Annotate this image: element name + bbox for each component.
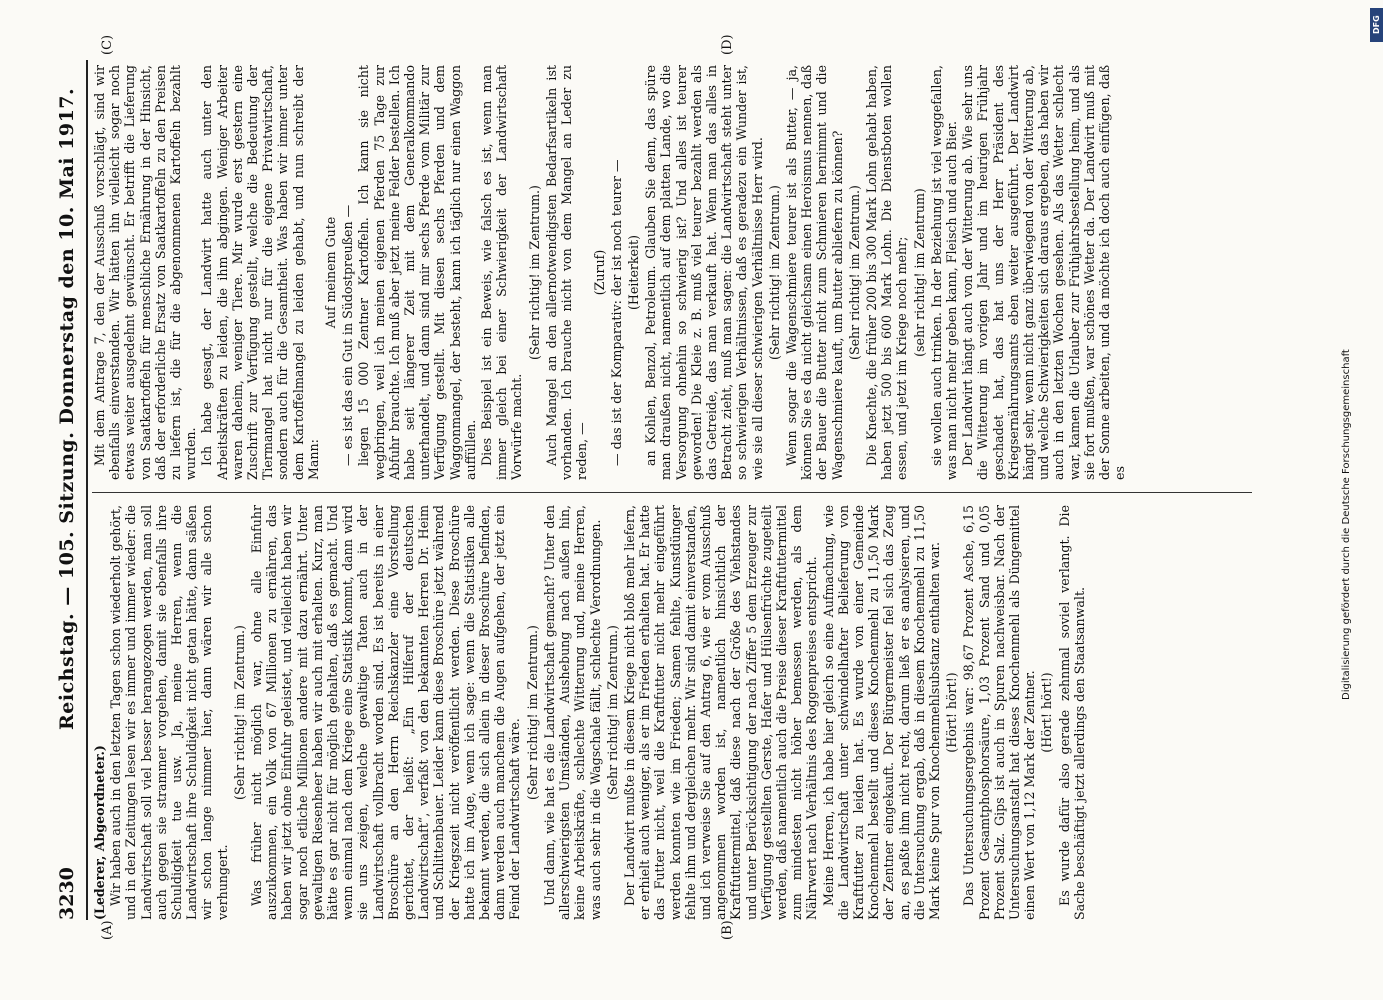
paragraph: Auch Mangel an den allernotwendigsten Bedarfsartikeln ist vorhanden. Ich brauche nicht von dem Mangel an Leder zu reden, — [543, 65, 590, 480]
paragraph: Dies Beispiel ist ein Beweis, wie falsch es ist, wenn man immer gleich bei einer Schwierigkeit der Landwirtschaft Vorwürfe macht. [479, 65, 525, 480]
paragraph: Mit dem Antrage 7, den der Ausschuß vorschlägt, sind wir ebenfalls einverstanden. Wir hätten ihn vielleicht sogar noch etwas weiter ausgedehnt gewünscht. Er betrifft die Lieferung von Saatkartoffeln für menschliche Ernährung in der Hinsicht, daß der erforderliche Ersatz von Saatkartoffeln zu den Preisen zu liefern ist, die für die abgenommenen Kartoffeln bezahlt wurden. [92, 65, 199, 480]
paragraph: Es wurde dafür also gerade zehnmal soviel verlangt. Die Sache beschäftigt jetzt allerdings den Staatsanwalt. [1056, 505, 1087, 920]
interjection: (Zuruf) [591, 249, 607, 296]
paragraph: Meine Herren, ich habe hier gleich so eine Aufmachung, wie die Landwirtschaft unter schwindelhafter Belieferung von Kraftfutter zu leiden hat. Es wurde von einer Gemeinde Knochenmehl bestellt und dieses Knochenmehl zu 11,50 Mark der Zentner eingekauft. Der Bürgermeister fiel sich das Zeug an, es paßte ihm nicht recht, darum ließ er es analysieren, und die Untersuchung ergab, daß in diesem Knochenmehl zu 11,50 Mark keine Spur von Knochenmehlsubstanz enthalten war. [820, 505, 942, 920]
interjection: (Sehr richtig! im Zentrum.) [524, 625, 540, 800]
interjection: (Sehr richtig! im Zentrum.) [604, 625, 620, 800]
paragraph: sie wollen auch trinken. In der Beziehung ist viel weggefallen, was man nicht mehr geben kann, Fleisch und auch Bier. [928, 65, 959, 480]
paragraph: Ich habe gesagt, der Landwirt hatte auch unter den Arbeitskräften zu leiden, die ihm abgingen. Weniger Arbeiter waren daheim, weniger Tiere. Mir wurde erst gestern eine Zuschrift zur Verfügung gestellt, welche die Bedeutung der Tiermangel hat nicht nur für die eigene Privatwirtschaft, sondern auch für die Gesamtheit. Was haben wir immer unter dem Kartoffelmangel zu leiden gehabt, und nun schreibt der Mann: [199, 65, 321, 480]
speaker-name: (Lederer, Abgeordneter.) [92, 745, 107, 920]
interjection: (Sehr richtig! im Zentrum.) [526, 185, 542, 360]
paragraph: liegen 15 000 Zentner Kartoffeln. Ich kann sie nicht wegbringen, weil ich meinen eigenen Pferden 75 Tage zur Abfuhr brauchte. Ich muß aber jetzt meine Felder bestellen. Ich habe seit längerer Zeit mit dem Generalkommando unterhandelt, und dann sind mir sechs Pferde vom Militär zur Verfügung gestellt. Mit diesen sechs Pferden und dem Waggonmangel, der besteht, kann ich täglich nur einen Waggon auffüllen. [356, 65, 478, 480]
paragraph: Wenn sogar die Wagenschmiere teurer ist als Butter, — ja, können Sie es da nicht gleichsam einen Heroismus nennen, daß der Bauer die Butter nicht zum Schmieren hernimmt und die Wagenschmiere kauft, um Butter abliefern zu können? [783, 65, 845, 480]
paragraph: Und dann, wie hat es die Landwirtschaft gemacht? Unter den allerschwierigsten Umständen, Aushebung nach außen hin, keine Arbeitskräfte, schlechte Witterung und, meine Herren, was auch sehr in die Wagschale fällt, schlechte Verordnungen. [541, 505, 603, 920]
interjection: Auf meinem Gute [323, 216, 339, 329]
paragraph: Das Untersuchungsergebnis war: 98,67 Prozent Asche, 6,15 Prozent Gesamtphosphorsäure, 1,03 Prozent Sand und 0,05 Prozent Salz. Gips ist auch in Spuren nachweisbar. Nach der Untersuchungsanstalt hat dieses Knochenmehl als Düngemittel einen Wert von 1,12 Mark der Zentner. [961, 505, 1038, 920]
column-divider [92, 492, 1252, 493]
interjection: (Heiterkeit) [625, 235, 641, 310]
page-title: Reichstag. — 105. Sitzung. Donnerstag den 10. Mai 1917. [56, 87, 78, 730]
margin-marker-a: (A) [100, 920, 115, 940]
interjection: (Hört! hört!) [1039, 672, 1055, 753]
page-number: 3230 [56, 867, 78, 920]
left-column [92, 505, 1257, 920]
page-header [50, 60, 84, 920]
interjection: (Sehr richtig! im Zentrum.) [846, 185, 862, 360]
paragraph: Die Knechte, die früher 200 bis 300 Mark Lohn gehabt haben, haben jetzt 500 bis 600 Mark Lohn. Die Dienstboten wollen essen, und jetzt im Kriege noch mehr; [863, 65, 910, 480]
right-column [92, 65, 1257, 480]
margin-marker-c: (C) [100, 34, 115, 55]
paragraph: Der Landwirt mußte in diesem Kriege nicht bloß mehr liefern, er erhielt auch weniger, als er im Frieden erhalten hat. Er hatte das Futter nicht, weil die Kraftfutter nicht mehr eingeführt werden konnten wie im Frieden; Samen fehlte, Kunstdünger fehlte ihm und dergleichen mehr. Wir sind damit einverstanden, und ich verweise Sie auf den Antrag 6, wie er vom Ausschuß angenommen worden ist, namentlich hinsichtlich der Kraftfuttermittel, daß diese nach der Größe des Viehstandes und unter Berücksichtigung der nach Ziffer 5 dem Erzeuger zur Verfügung gestellten Gerste, Hafer und Hülsenfrüchte zugeteilt werden, daß namentlich auch die Preise dieser Kraftfuttermittel zum mindesten nicht höher bemessen werden, als dem Nährwert nach Verhältnis des Roggenpreises entspricht. [621, 505, 820, 920]
paragraph: Wir haben auch in den letzten Tagen schon wiederholt gehört, und in den Zeitungen lesen wir es immer und immer wieder: die Landwirtschaft soll viel besser herangezogen werden, man soll auch gegen sie strammer vorgehen, damit sie ebenfalls ihre Schuldigkeit tue usw. Ja, meine Herren, wenn die Landwirtschaft ihre Schuldigkeit nicht getan hätte, dann säßen wir schon lange nimmer hier, dann wären wir alle schon verhungert. [108, 505, 230, 920]
interjection: (sehr richtig! im Zentrum) [911, 188, 927, 357]
digitization-note: Digitalisierung gefördert durch die Deutsche Forschungsgemeinschaft [1341, 349, 1352, 700]
paragraph: Was früher nicht möglich war, ohne alle Einfuhr auszukommen, ein Volk von 67 Millionen zu ernähren, das haben wir jetzt ohne Einfuhr geleistet, und vielleicht haben wir sogar noch etliche Millionen andere mit dazu ernährt. Unter gewaltigen Riesenheer haben wir auch mit erhalten. Kurz, man hätte es gar nicht für möglich gehalten, daß es gemacht. Und wenn einmal nach dem Kriege eine Statistik kommt, dann wird sie uns zeigen, welche gewaltige Taten auch in der Landwirtschaft vollbracht worden sind. Es ist bereits in einer Broschüre an den Herrn Reichskanzler eine Vorstellung gerichtet, der heißt: „Ein Hilferuf der deutschen Landwirtschaft“, verfaßt von den bekannten Herren Dr. Heim und Schlittenbauer. Leider kann diese Broschüre jetzt während der Kriegszeit nicht veröffentlicht werden. Diese Broschüre hatte ich im Auge, wenn ich sage: wenn die Statistiken alle bekannt werden, die sich allein in dieser Broschüre befinden, dann werden auch manchem die Augen aufgehen, der jetzt ein Feind der Landwirtschaft wäre. [249, 505, 523, 920]
header-rule [86, 60, 88, 920]
interjection: (Sehr richtig! im Zentrum.) [766, 185, 782, 360]
interjection: (Hört! hört!) [944, 672, 960, 753]
margin-marker-d: (D) [720, 34, 735, 55]
paragraph: — das ist der Komparativ: der ist noch teurer — [608, 159, 624, 466]
margin-marker-b: (B) [720, 920, 735, 940]
paragraph: — es ist das ein Gut in Südostpreußen — [340, 204, 356, 466]
paragraph: an Kohlen, Benzol, Petroleum. Glauben Sie denn, das spüre man draußen nicht, namentlich auf dem platten Lande, wo die Versorgung ohnehin so schwierig ist? Und alles ist teurer geworden! Die Kleie z. B. muß viel teurer bezahlt werden als das Getreide, das man verkauft hat. Wenn man das alles in Betracht zieht, muß man sagen: die Landwirtschaft steht unter so schwierigen Verhältnissen, daß es geradezu ein Wunder ist, wie sie all dieser schwierigen Verhältnisse Herr wird. [643, 65, 765, 480]
interjection: (Sehr richtig! im Zentrum.) [231, 625, 247, 800]
paragraph: Der Landwirt hängt auch von der Witterung ab. Wie sehr uns die Witterung im vorigen Jahr und im heurigen Frühjahr geschadet hat, das hat uns der Herr Präsident des Kriegsernährungsamts eben weiter ausgeführt. Der Landwirt hängt sehr, wenn nicht ganz überwiegend von der Witterung ab, und welche Schwierigkeiten sich daraus ergeben, das haben wir auch in den letzten Wochen gesehen. Als das Wetter schlecht war, kamen die Urlauber zur Frühjahrsbestellung heim, und als sie fort mußten, war schönes Wetter da. Der Landwirt muß mit der Sonne arbeiten, und da möchte ich doch auch einfügen, daß es [960, 65, 1128, 480]
dfg-logo [1370, 8, 1383, 42]
dfg-logo-text: DFG [1372, 15, 1381, 35]
